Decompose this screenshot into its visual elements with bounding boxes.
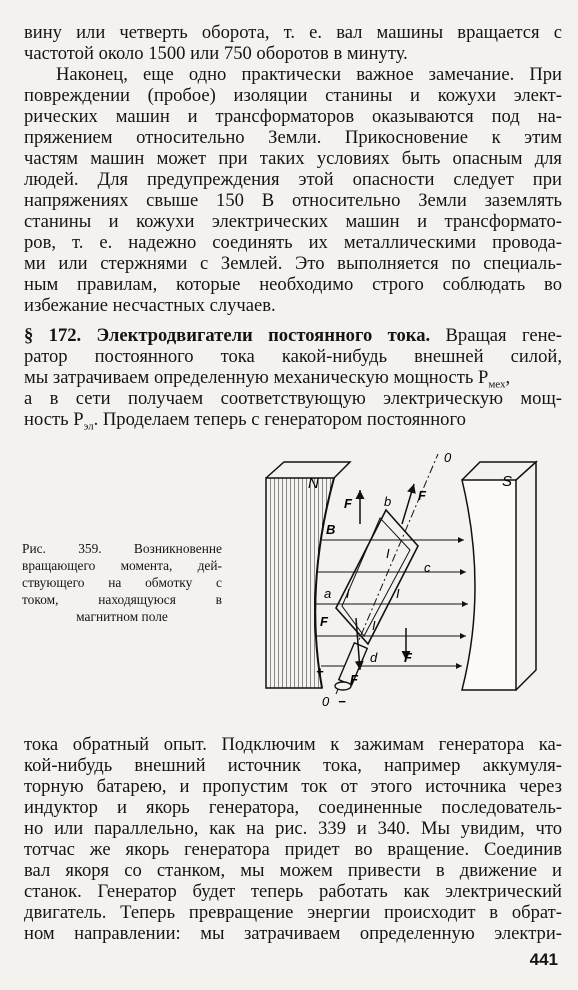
text-line: двигатель. Теперь превращение энергии происходит в обрат- [24,902,562,923]
text-fragment: . [93,409,99,430]
text-line: тотчас же якорь генератора придет во вращение. Соединив [24,839,562,860]
side-label-c: c [424,560,431,575]
field-label-b: B [326,522,336,537]
force-label-f2: F [320,614,328,629]
axis-label-bottom: 0 [322,694,330,709]
current-label: I [396,586,400,601]
section-block [24,325,562,430]
text-fragment: Вращая гене- [430,325,562,346]
south-pole [462,462,536,690]
text-line: станины и кожухи электрических машин и трансформато- [24,211,562,232]
text-line [24,367,562,388]
caption-line: ствующего на обмотку с [22,575,222,590]
text-line: ным правилам, которые необходимо строго соблюдать во [24,274,562,295]
minus-label: − [338,694,346,709]
text-line: ратор постоянного тока какой-нибудь внешней силой, [24,346,562,367]
text-line: ров, т. е. надежно соединять их металлическими провода- [24,232,562,253]
text-line: индуктор и якорь генератора, соединенные последователь- [24,797,562,818]
text-fragment: Проделаем теперь с генератором постоянного [98,409,466,430]
caption-line: магнитном поле [76,609,168,624]
north-pole [266,462,350,688]
axis-label-top: 0 [444,450,452,465]
force-label-f1: F [344,496,352,511]
text-line: ном направлении: мы затрачиваем определенную электри- [24,923,562,944]
field-lines [314,540,468,666]
figure-caption [22,540,222,625]
text-line: а в сети получаем соответствующую электрическую мощ- [24,388,562,409]
caption-line: Рис. 359. Возникновенне [22,541,222,556]
text-line: кой-нибудь внешний источник тока, например аккумуля- [24,755,562,776]
section-first-line [24,325,562,346]
text-line: частям машин может при таких условиях быть опасным для [24,148,562,169]
text-line: пряжением относительно Земли. Прикосновение к этим [24,127,562,148]
page-number: 441 [529,950,558,969]
text-line: но или параллельно, как на рис. 339 и 340. Мы увидим, что [24,818,562,839]
motor-diagram [226,448,564,718]
top-text-block [24,22,562,316]
text-line: людей. Для предупреждения этой опасности следует при [24,169,562,190]
text-line [24,409,562,430]
text-line: вал якоря со станком, мы можем привести в движение и [24,860,562,881]
force-label-f2p: F [418,488,426,503]
current-label: I [346,586,350,601]
force-label-f1p: F [404,650,412,665]
plus-label: + [316,664,324,679]
text-line: избежание несчастных случаев. [24,295,276,316]
side-label-a: a [324,586,332,601]
text-line: рических машин и трансформаторов оказываются под на- [24,106,562,127]
north-label: N [308,475,319,492]
side-label-b: b [384,494,392,509]
text-fragment: ность P [24,409,84,430]
text-line: частотой около 1500 или 750 оборотов в минуту. [24,43,408,64]
force-label-f2-lower: F [350,672,358,687]
text-line: вину или четверть оборота, т. е. вал машины вращается с [24,22,562,43]
caption-line: вращающего момента, дей- [22,558,222,573]
text-line: Наконец, еще одно практически важное замечание. При [56,64,562,85]
current-label: I [372,618,376,633]
text-line: торную батарею, и пропустим ток от этого источника через [24,776,562,797]
subscript-el: эл [83,420,94,430]
text-line: тока обратный опыт. Подключим к зажимам генератора ка- [24,734,562,755]
caption-line: током, находящуюся в [22,592,222,607]
current-label: I [386,546,390,561]
bottom-text-block [24,734,562,944]
text-line: напряжениях свыше 150 В относительно Земли заземлять [24,190,562,211]
text-line: повреждении (пробое) изоляции станины и кожухи элект- [24,85,562,106]
south-label: S [502,473,513,490]
text-line: ми или стержнями с Землей. Это выполняется по специаль- [24,253,562,274]
subscript-mech: мех [488,378,506,388]
text-line: станок. Генератор будет теперь работать как электрический [24,881,562,902]
motor-figure [226,448,564,718]
side-label-d: d [370,650,378,665]
section-heading: § 172. Электродвигатели постоянного тока. [24,325,431,346]
text-fragment: мы затрачиваем определенную механическую мощность P [24,367,489,388]
text-fragment: , [505,367,511,388]
